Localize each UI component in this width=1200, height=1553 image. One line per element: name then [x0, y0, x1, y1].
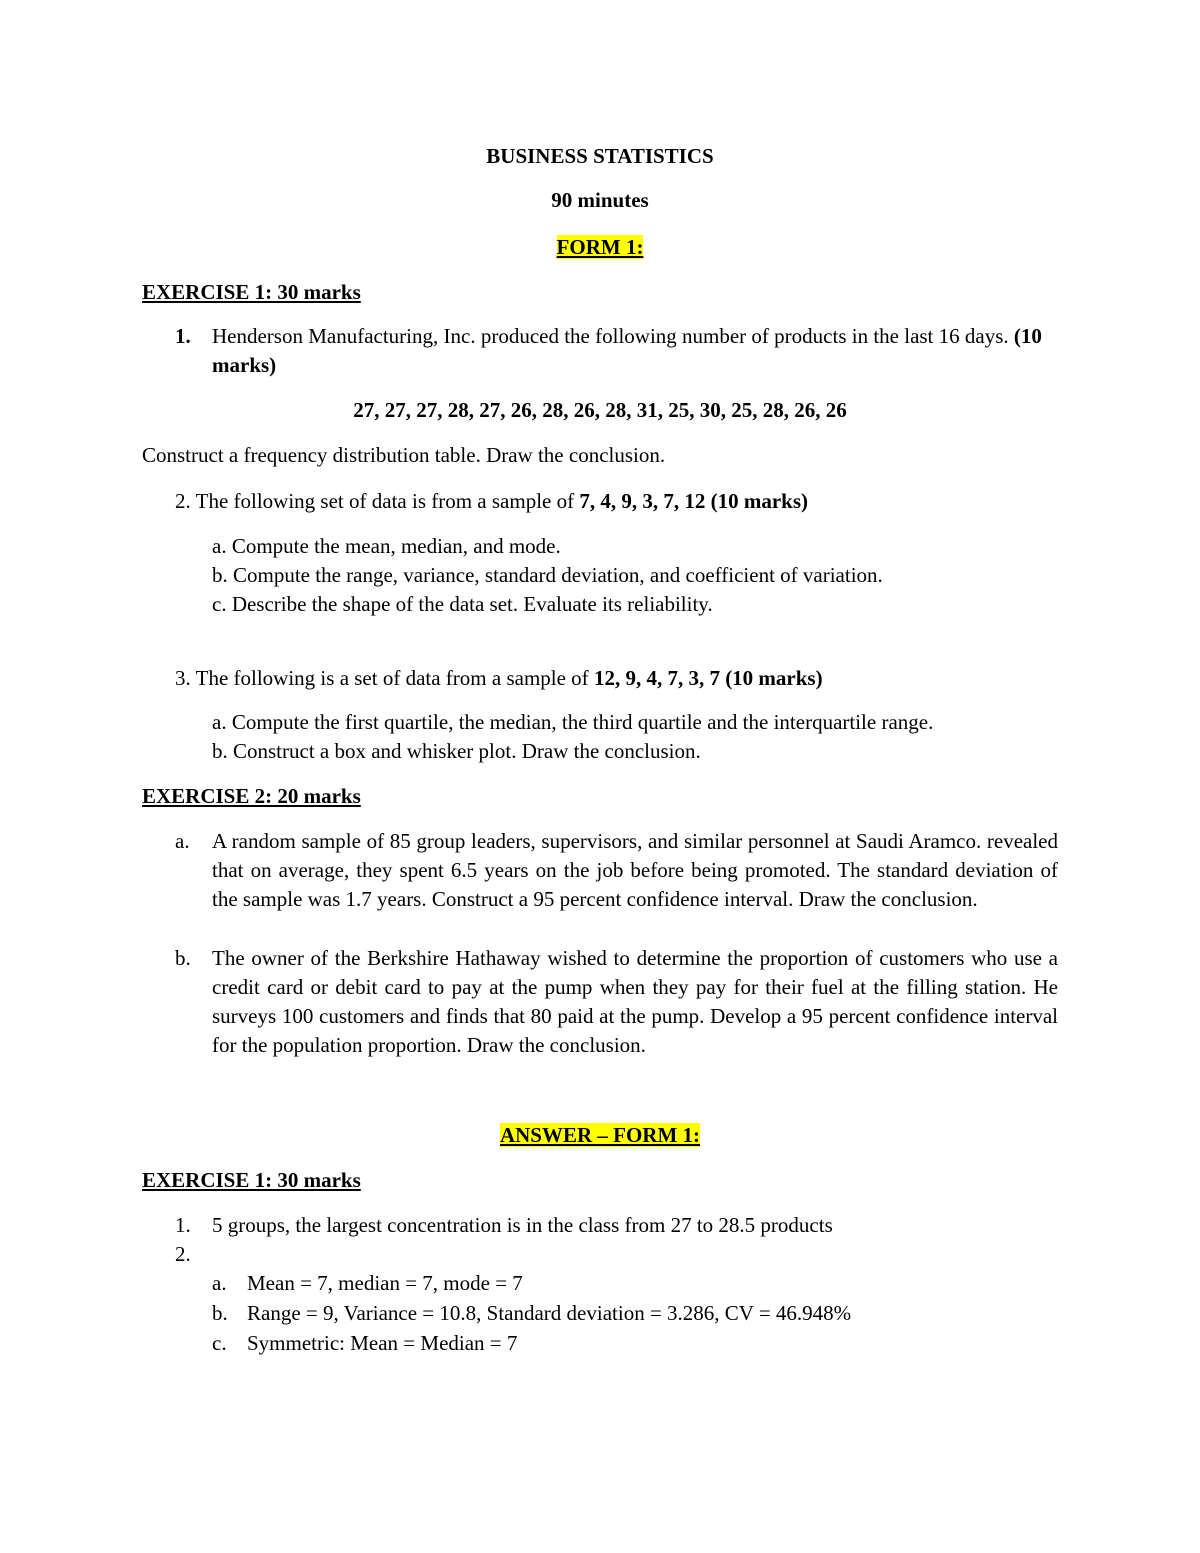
- form-heading-wrap: [0, 233, 1200, 262]
- form-heading: FORM 1:: [556, 235, 644, 259]
- q1-marks: (10 marks): [212, 324, 1042, 377]
- exam-duration: 90 minutes: [551, 188, 649, 212]
- q1-number: 1.: [175, 324, 191, 348]
- q3-data: 12, 9, 4, 7, 3, 7 (10 marks): [593, 666, 823, 690]
- answer-exercise1-heading: EXERCISE 1: 30 marks: [142, 1168, 361, 1192]
- exercise2-heading: EXERCISE 2: 20 marks: [142, 784, 361, 808]
- q1-text-block: [212, 322, 1062, 380]
- ex2-item-b-label: b.: [175, 946, 191, 970]
- answer-heading-wrap: [0, 1121, 1200, 1150]
- answer-sub-c-text: Symmetric: Mean = Median = 7: [247, 1331, 518, 1355]
- answer-item-1-text: 5 groups, the largest concentration is in the class from 27 to 28.5 products: [212, 1213, 833, 1237]
- q1-instruction: Construct a frequency distribution table. Draw the conclusion.: [142, 443, 666, 467]
- q2-part-a: a. Compute the mean, median, and mode.: [212, 534, 561, 558]
- q2-part-c: c. Describe the shape of the data set. Evaluate its reliability.: [212, 592, 713, 616]
- exercise1-heading: EXERCISE 1: 30 marks: [142, 280, 361, 304]
- q3-part-b: b. Construct a box and whisker plot. Draw the conclusion.: [212, 739, 701, 763]
- answer-item-1-label: 1.: [175, 1213, 191, 1237]
- q1-data: 27, 27, 27, 28, 27, 26, 28, 26, 28, 31, 25, 30, 25, 28, 26, 26: [353, 398, 847, 422]
- q2-part-b: b. Compute the range, variance, standard deviation, and coefficient of variation.: [212, 563, 883, 587]
- answer-item-2-label: 2.: [175, 1242, 191, 1266]
- answer-sub-c-label: c.: [212, 1331, 227, 1355]
- answer-sub-a-label: a.: [212, 1271, 227, 1295]
- answer-heading: ANSWER – FORM 1:: [499, 1123, 701, 1147]
- q3-part-a: a. Compute the first quartile, the median, the third quartile and the interquartile range.: [212, 710, 934, 734]
- q3-prefix: 3. The following is a set of data from a sample of: [175, 666, 589, 690]
- document-title: BUSINESS STATISTICS: [486, 144, 714, 168]
- q2-prefix: 2. The following set of data is from a sample of: [175, 489, 575, 513]
- q2-data: 7, 4, 9, 3, 7, 12 (10 marks): [579, 489, 809, 513]
- q1-text: Henderson Manufacturing, Inc. produced the following number of products in the last 16 days.: [212, 324, 1009, 348]
- answer-sub-a-text: Mean = 7, median = 7, mode = 7: [247, 1271, 523, 1295]
- ex2-item-a-label: a.: [175, 829, 190, 853]
- q2-line: [175, 487, 808, 516]
- answer-sub-b-label: b.: [212, 1301, 228, 1325]
- answer-sub-b-text: Range = 9, Variance = 10.8, Standard deviation = 3.286, CV = 46.948%: [247, 1301, 852, 1325]
- ex2-item-b-text: The owner of the Berkshire Hathaway wished to determine the proportion of customers who use a credit card or debit card to pay at the pump when they pay for their fuel at the filling station. He surveys 100 customers and finds that 80 paid at the pump. Develop a 95 percent confidence interval for the population proportion. Draw the conclusion.: [212, 946, 1058, 1057]
- q3-line: [175, 664, 823, 693]
- ex2-item-a-text: A random sample of 85 group leaders, supervisors, and similar personnel at Saudi Aramco. revealed that on average, they spent 6.5 years on the job before being promoted. The standard deviation of the sample was 1.7 years. Construct a 95 percent confidence interval. Draw the conclusion.: [212, 829, 1058, 911]
